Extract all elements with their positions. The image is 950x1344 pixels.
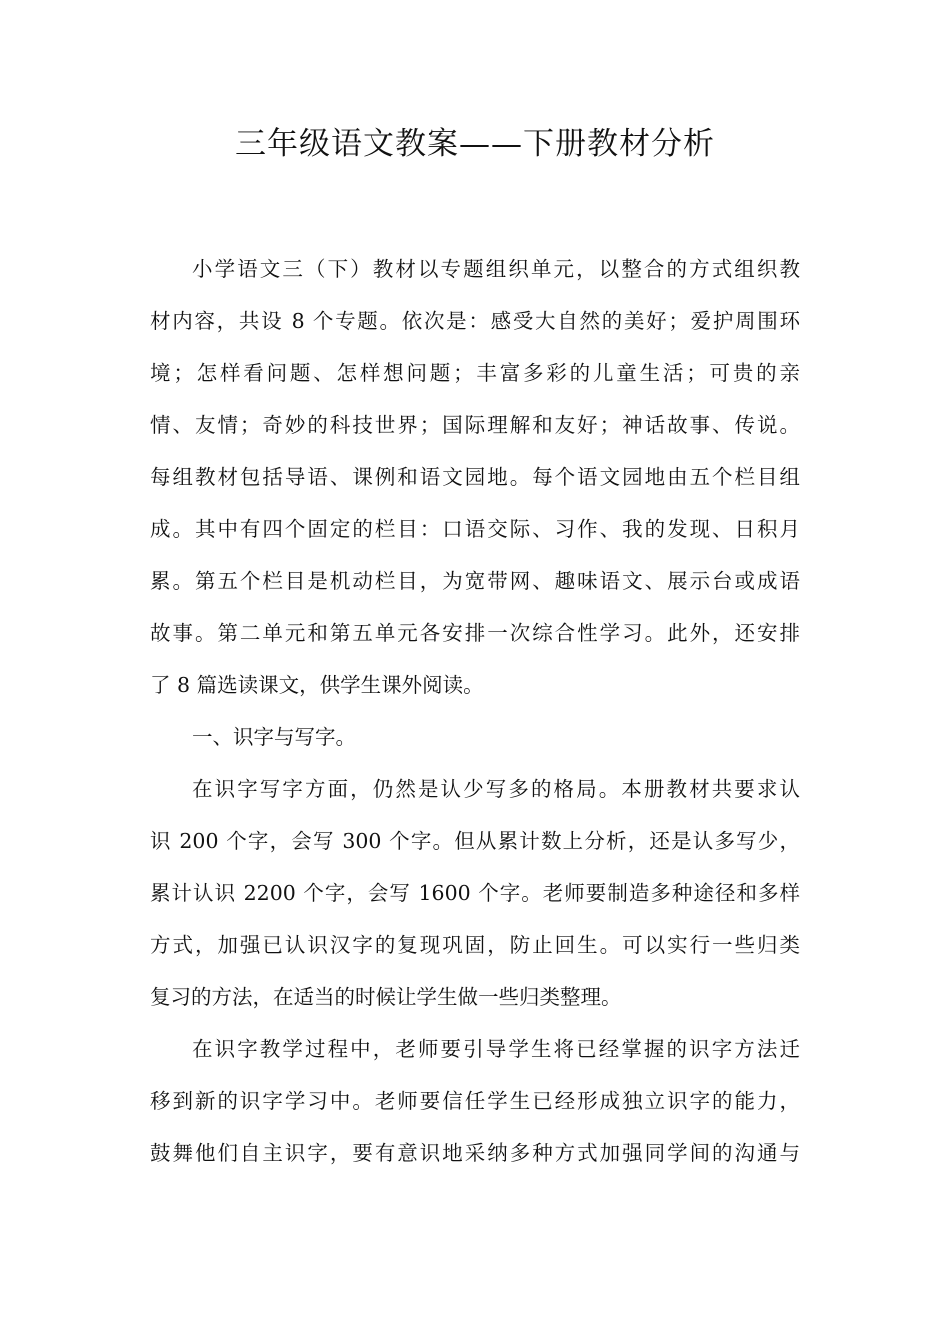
paragraph-line: 故事。第二单元和第五单元各安排一次综合性学习。此外，还安排 [150,621,800,645]
paragraph-line: 每组教材包括导语、课例和语文园地。每个语文园地由五个栏目组 [150,465,800,489]
paragraph-line: 在识字写字方面，仍然是认少写多的格局。本册教材共要求认 [192,777,800,801]
paragraph-line: 成。其中有四个固定的栏目：口语交际、习作、我的发现、日积月 [150,517,800,541]
paragraph-line: 移到新的识字学习中。老师要信任学生已经形成独立识字的能力， [150,1089,800,1113]
section-heading: 一、识字与写字。 [192,725,356,749]
paragraph-line: 累。第五个栏目是机动栏目，为宽带网、趣味语文、展示台或成语 [150,569,800,593]
paragraph-line: 情、友情；奇妙的科技世界；国际理解和友好；神话故事、传说。 [150,413,800,437]
paragraph-line: 累计认识 2200 个字，会写 1600 个字。老师要制造多种途径和多样 [150,881,800,905]
paragraph-line: 复习的方法，在适当的时候让学生做一些归类整理。 [150,985,622,1009]
paragraph-line: 在识字教学过程中，老师要引导学生将已经掌握的识字方法迁 [192,1037,800,1061]
paragraph-line: 了 8 篇选读课文，供学生课外阅读。 [150,673,484,697]
paragraph-line: 境；怎样看问题、怎样想问题；丰富多彩的儿童生活；可贵的亲 [150,361,800,385]
paragraph-line: 小学语文三（下）教材以专题组织单元，以整合的方式组织教 [192,257,800,281]
paragraph-line: 识 200 个字，会写 300 个字。但从累计数上分析，还是认多写少， [150,829,800,853]
paragraph-line: 方式，加强已认识汉字的复现巩固，防止回生。可以实行一些归类 [150,933,800,957]
paragraph-line: 鼓舞他们自主识字，要有意识地采纳多种方式加强同学间的沟通与 [150,1141,800,1165]
document-title: 三年级语文教案——下册教材分析 [235,126,715,162]
document-body [150,243,800,1179]
paragraph-line: 材内容，共设 8 个专题。依次是：感受大自然的美好；爱护周围环 [150,309,800,333]
